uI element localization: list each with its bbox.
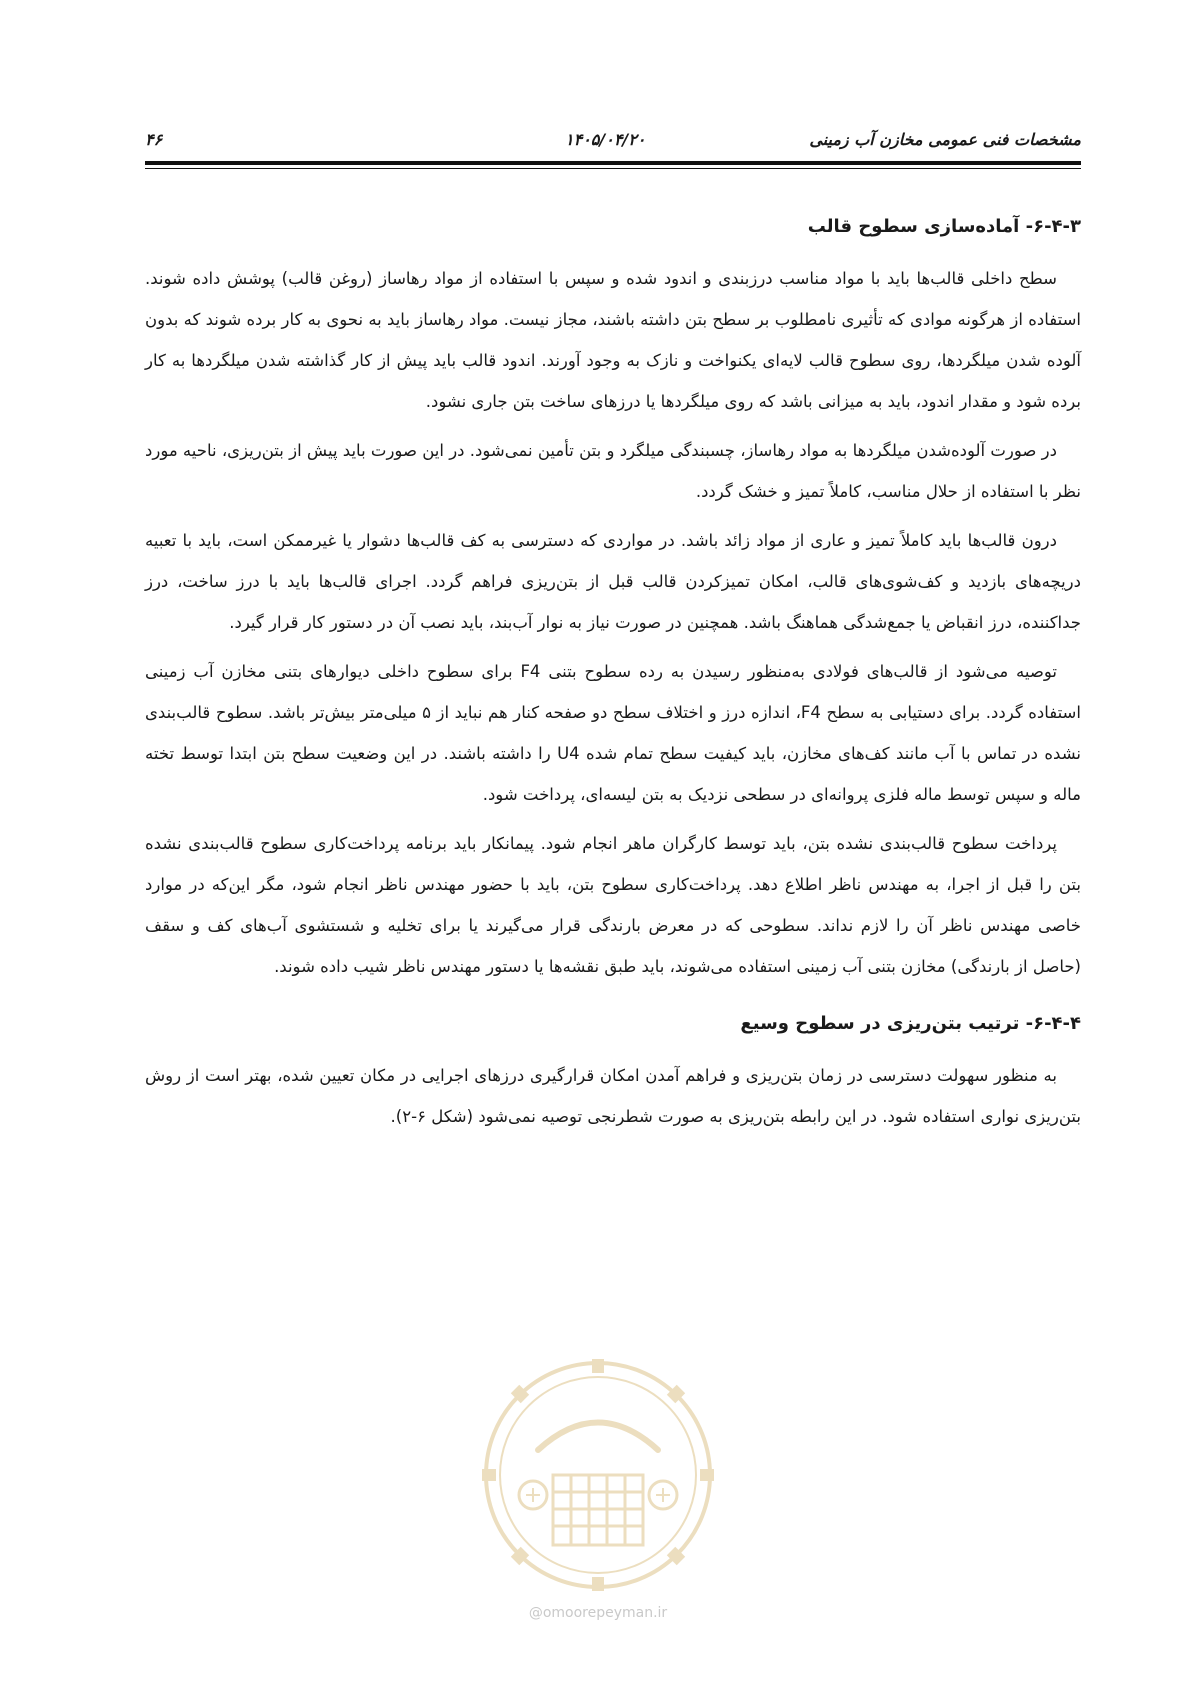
header-rule-thin [145, 168, 1081, 169]
page-number: ۴۶ [145, 130, 163, 149]
paragraph: پرداخت سطوح قالب‌بندی نشده بتن، باید توسط کارگران ماهر انجام شود. پیمانکار باید برنامه پرداخت‌کاری سطوح قالب‌بندی نشده بتن را قبل از اجرا، به مهندس ناظر اطلاع دهد. پرداخت‌کاری سطوح بتن، باید با حضور مهندس ناظر انجام شود، مگر این‌که در موارد خاصی مهندس ناظر آن را لازم نداند. سطوحی که در معرض بارندگی قرار می‌گیرند یا برای تخلیه و شستشوی آب‌های کف و سقف (حاصل از بارندگی) مخازن بتنی آب زمینی استفاده می‌شوند، باید طبق نقشه‌ها یا دستور مهندس ناظر شیب داده شوند. [145, 834, 1081, 976]
header-rule [145, 161, 1081, 165]
watermark-site-text: @omoorepeyman.ir [528, 1605, 668, 1621]
paragraph: سطح داخلی قالب‌ها باید با مواد مناسب درزبندی و اندود شده و سپس با استفاده از مواد رهاساز (روغن قالب) پوشش داده شوند. استفاده از هرگونه موادی که تأثیری نامطلوب بر سطح بتن داشته باشند، مجاز نیست. مواد رهاساز باید به نحوی به کار برده شوند که بدون آلوده شدن میلگردها، روی سطوح قالب لایه‌ای یکنواخت و نازک به وجود آورند. اندود قالب باید پیش از کار گذاشته شدن میلگردها به کار برده شود و مقدار اندود، باید به میزانی باشد که روی میلگردها یا درزهای ساخت بتن جاری نشود. [145, 269, 1081, 411]
section-heading: ۶-۴-۴- ترتیب بتن‌ریزی در سطوح وسیع [740, 1013, 1081, 1034]
paragraph: در صورت آلوده‌شدن میلگردها به مواد رهاساز، چسبندگی میلگرد و بتن تأمین نمی‌شود. در این صورت باید پیش از بتن‌ریزی، ناحیه مورد نظر با استفاده از حلال مناسب، کاملاً تمیز و خشک گردد. [145, 441, 1081, 501]
watermark-seal-icon [478, 1355, 718, 1595]
header-title: مشخصات فنی عمومی مخازن آب زمینی [809, 130, 1081, 149]
section-heading: ۶-۴-۳- آماده‌سازی سطوح قالب [807, 216, 1081, 237]
page-header [145, 128, 1081, 158]
paragraph: توصیه می‌شود از قالب‌های فولادی به‌منظور رسیدن به رده سطوح بتنی F4 برای سطوح داخلی دیوارهای بتنی مخازن آب زمینی استفاده گردد. برای دستیابی به سطح F4، اندازه درز و اختلاف سطح دو صفحه کنار هم نباید از ۵ میلی‌متر بیش‌تر باشد. سطوح قالب‌بندی نشده در تماس با آب مانند کف‌های مخازن، باید کیفیت سطح تمام شده U4 را داشته باشند. در این وضعیت سطح بتن ابتدا توسط تخته ماله و سپس توسط ماله فلزی پروانه‌ای در سطحی نزدیک به بتن لیسه‌ای، پرداخت شود. [145, 662, 1081, 804]
paragraph: درون قالب‌ها باید کاملاً تمیز و عاری از مواد زائد باشد. در مواردی که دسترسی به کف قالب‌ها دشوار یا غیرممکن است، باید با تعبیه دریچه‌های بازدید و کف‌شوی‌های قالب، امکان تمیزکردن قالب قبل از بتن‌ریزی فراهم گردد. اجرای قالب‌ها باید با درز ساخت، درز جداکننده، درز انقباض یا جمع‌شدگی هماهنگ باشد. همچنین در صورت نیاز به نوار آب‌بند، باید نصب آن در دستور کار قرار گیرد. [145, 531, 1081, 632]
header-date: ۱۴۰۵/۰۴/۲۰ [565, 130, 646, 149]
body-content [145, 212, 1081, 1145]
paragraph: به منظور سهولت دسترسی در زمان بتن‌ریزی و فراهم آمدن امکان قرارگیری درزهای اجرایی در مکان تعیین شده، بهتر است از روش بتن‌ریزی نواری استفاده شود. در این رابطه بتن‌ریزی به صورت شطرنجی توصیه نمی‌شود (شکل ۶-۲). [145, 1066, 1081, 1126]
